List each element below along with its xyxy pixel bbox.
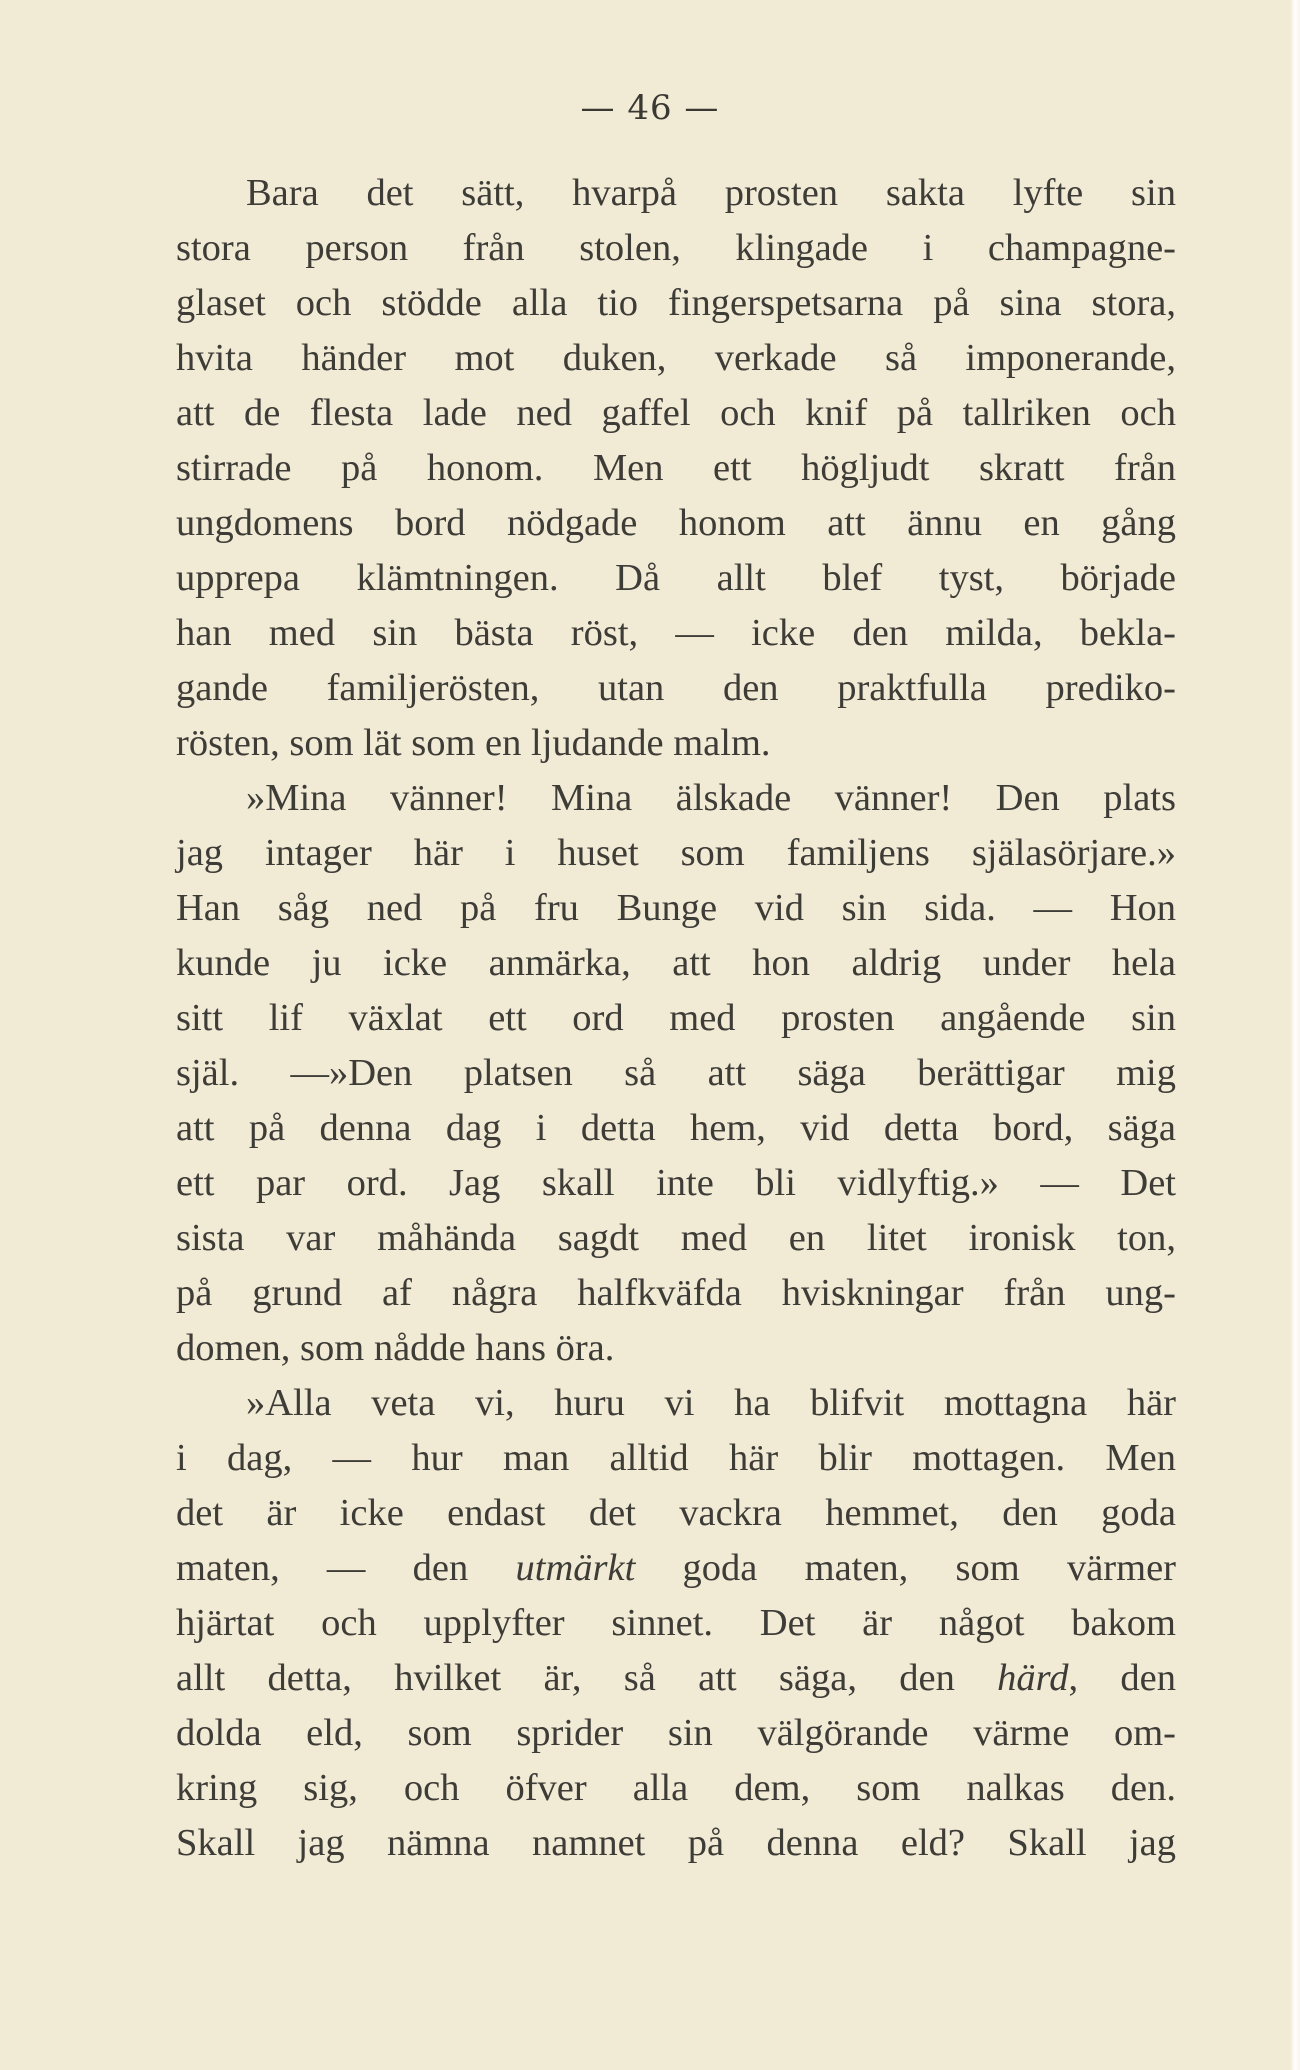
text-line: kring sig, och öfver alla dem, som nalkas den. xyxy=(176,1767,1176,1809)
text-line: det är icke endast det vackra hemmet, den goda xyxy=(176,1492,1176,1534)
text-line-with-emphasis xyxy=(176,1541,1176,1596)
text-line: han med sin bästa röst, — icke den milda, bekla- xyxy=(176,612,1176,654)
text-line: Bara det sätt, hvarpå prosten sakta lyfte sin xyxy=(246,172,1176,214)
line-text-after: goda maten, som värmer xyxy=(635,1547,1176,1589)
text-line: stora person från stolen, klingade i champagne- xyxy=(176,227,1176,269)
text-line: ungdomens bord nödgade honom att ännu en gång xyxy=(176,502,1176,544)
text-line: Skall jag nämna namnet på denna eld? Skall jag xyxy=(176,1822,1176,1864)
emphasized-word: härd xyxy=(997,1657,1069,1699)
text-line: glaset och stödde alla tio fingerspetsarna på sina stora, xyxy=(176,282,1176,324)
text-line: sitt lif växlat ett ord med prosten angående sin xyxy=(176,997,1176,1039)
text-line: sista var måhända sagdt med en litet ironisk ton, xyxy=(176,1217,1176,1259)
page-number: — 46 — xyxy=(580,88,720,128)
text-line: domen, som nådde hans öra. xyxy=(176,1327,615,1369)
text-line: hjärtat och upplyfter sinnet. Det är något bakom xyxy=(176,1602,1176,1644)
text-line: hvita händer mot duken, verkade så imponerande, xyxy=(176,337,1176,379)
text-line: i dag, — hur man alltid här blir mottagen. Men xyxy=(176,1437,1176,1479)
emphasized-word: utmärkt xyxy=(515,1547,636,1589)
text-line: ett par ord. Jag skall inte bli vidlyftig.» — Det xyxy=(176,1162,1176,1204)
line-text-before: allt detta, hvilket är, så att säga, den xyxy=(176,1657,998,1699)
text-line: »Alla veta vi, huru vi ha blifvit mottagna här xyxy=(246,1382,1176,1424)
text-line-with-emphasis xyxy=(176,1651,1176,1706)
text-line: »Mina vänner! Mina älskade vänner! Den plats xyxy=(246,777,1176,819)
text-line: Han såg ned på fru Bunge vid sin sida. — Hon xyxy=(176,887,1176,929)
text-line: att på denna dag i detta hem, vid detta bord, säga xyxy=(176,1107,1176,1149)
text-line: jag intager här i huset som familjens själasörjare.» xyxy=(176,832,1176,874)
text-line: gande familjerösten, utan den praktfulla prediko- xyxy=(176,667,1176,709)
text-line: dolda eld, som sprider sin välgörande värme om- xyxy=(176,1712,1176,1754)
line-text-after: , den xyxy=(1068,1657,1177,1699)
text-line: upprepa klämtningen. Då allt blef tyst, började xyxy=(176,557,1176,599)
line-text-before: maten, — den xyxy=(176,1547,516,1589)
text-line: kunde ju icke anmärka, att hon aldrig under hela xyxy=(176,942,1176,984)
text-line: stirrade på honom. Men ett högljudt skratt från xyxy=(176,447,1176,489)
text-line: att de flesta lade ned gaffel och knif på tallriken och xyxy=(176,392,1176,434)
text-line: rösten, som lät som en ljudande malm. xyxy=(176,722,771,764)
text-line: själ. —»Den platsen så att säga berättigar mig xyxy=(176,1052,1176,1094)
body-text xyxy=(176,166,1176,1871)
page-edge xyxy=(1290,0,1300,2070)
text-line: på grund af några halfkväfda hviskningar från ung- xyxy=(176,1272,1176,1314)
